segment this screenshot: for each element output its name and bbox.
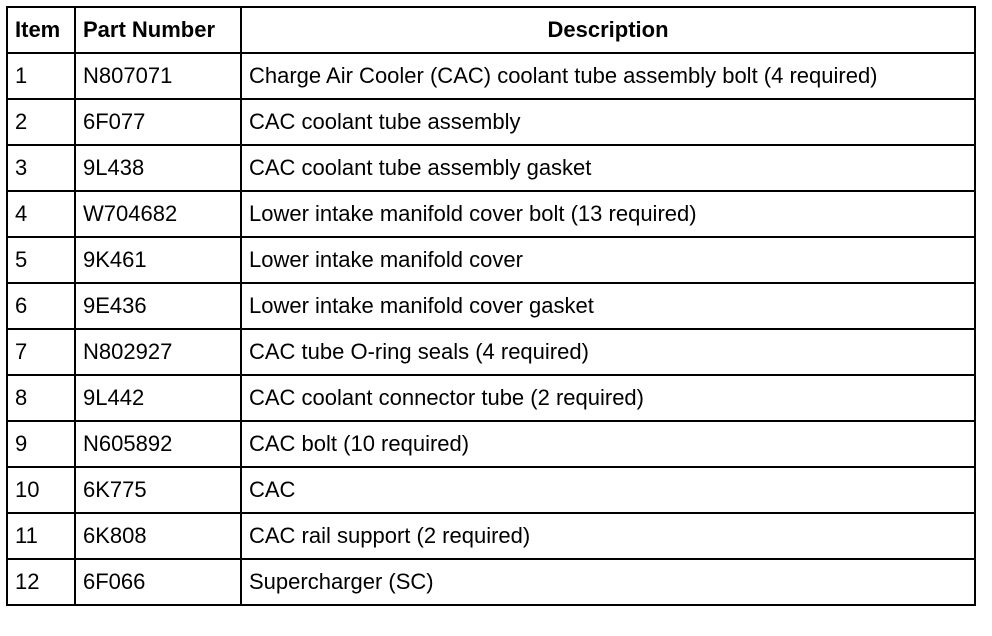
item-cell: 9 (7, 421, 75, 467)
description-cell: Lower intake manifold cover (241, 237, 975, 283)
part-number-cell: N807071 (75, 53, 241, 99)
table-row (7, 145, 975, 191)
part-number-cell: 6F066 (75, 559, 241, 605)
description-cell: CAC rail support (2 required) (241, 513, 975, 559)
column-header-part-number: Part Number (75, 7, 241, 53)
header-row (7, 7, 975, 53)
description-cell: CAC coolant connector tube (2 required) (241, 375, 975, 421)
part-number-cell: 9E436 (75, 283, 241, 329)
item-cell: 2 (7, 99, 75, 145)
part-number-cell: 6K808 (75, 513, 241, 559)
description-cell: Charge Air Cooler (CAC) coolant tube assembly bolt (4 required) (241, 53, 975, 99)
part-number-cell: W704682 (75, 191, 241, 237)
description-cell: CAC coolant tube assembly gasket (241, 145, 975, 191)
item-cell: 8 (7, 375, 75, 421)
item-cell: 10 (7, 467, 75, 513)
part-number-cell: 9L438 (75, 145, 241, 191)
table-body (7, 53, 975, 605)
table-row (7, 329, 975, 375)
table-row (7, 513, 975, 559)
description-cell: CAC (241, 467, 975, 513)
table-header (7, 7, 975, 53)
part-number-cell: 6F077 (75, 99, 241, 145)
description-cell: CAC tube O-ring seals (4 required) (241, 329, 975, 375)
part-number-cell: N605892 (75, 421, 241, 467)
description-cell: Supercharger (SC) (241, 559, 975, 605)
column-header-description: Description (241, 7, 975, 53)
item-cell: 3 (7, 145, 75, 191)
table-row (7, 375, 975, 421)
table-row (7, 559, 975, 605)
parts-table (6, 6, 976, 606)
item-cell: 6 (7, 283, 75, 329)
part-number-cell: N802927 (75, 329, 241, 375)
description-cell: CAC bolt (10 required) (241, 421, 975, 467)
part-number-cell: 9K461 (75, 237, 241, 283)
description-cell: CAC coolant tube assembly (241, 99, 975, 145)
description-cell: Lower intake manifold cover gasket (241, 283, 975, 329)
table-row (7, 237, 975, 283)
table-row (7, 191, 975, 237)
table-row (7, 283, 975, 329)
item-cell: 11 (7, 513, 75, 559)
table-row (7, 421, 975, 467)
item-cell: 4 (7, 191, 75, 237)
item-cell: 1 (7, 53, 75, 99)
item-cell: 5 (7, 237, 75, 283)
table-row (7, 53, 975, 99)
table-row (7, 99, 975, 145)
part-number-cell: 9L442 (75, 375, 241, 421)
column-header-item: Item (7, 7, 75, 53)
part-number-cell: 6K775 (75, 467, 241, 513)
item-cell: 7 (7, 329, 75, 375)
item-cell: 12 (7, 559, 75, 605)
parts-table-container (6, 6, 974, 606)
table-row (7, 467, 975, 513)
description-cell: Lower intake manifold cover bolt (13 required) (241, 191, 975, 237)
